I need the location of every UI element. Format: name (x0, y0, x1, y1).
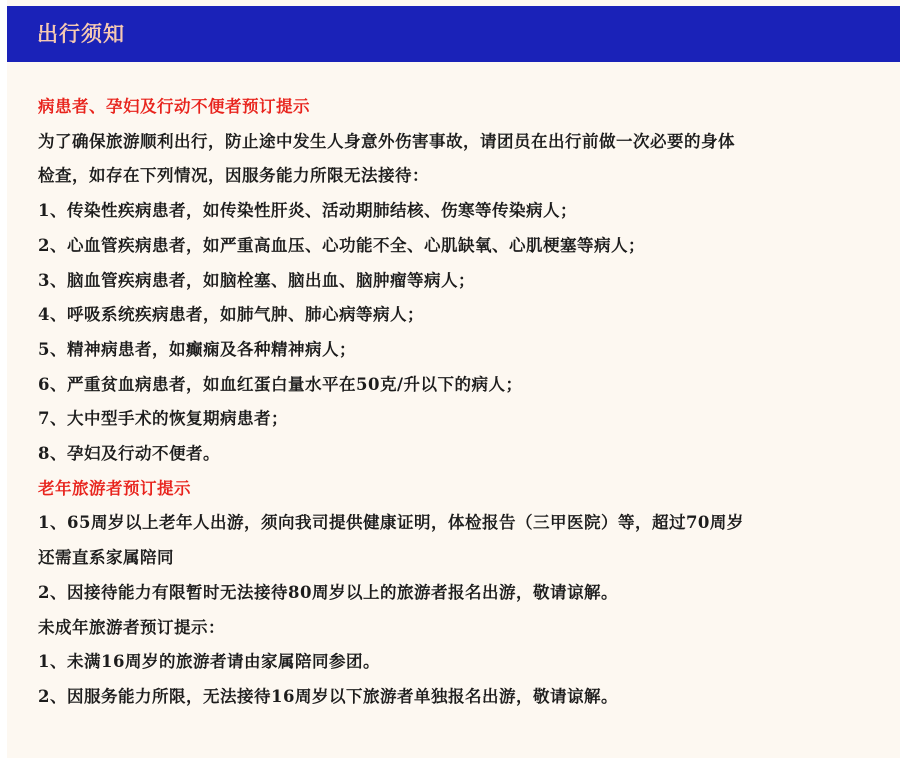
section-heading-minors: 未成年旅游者预订提示： (38, 617, 225, 637)
list-item: 7、大中型手术的恢复期病患者； (38, 409, 288, 429)
notice-header (7, 6, 900, 62)
page-title: 出行须知 (37, 22, 125, 46)
section-heading-patients: 病患者、孕妇及行动不便者预订提示 (38, 97, 310, 116)
list-item: 4、呼吸系统疾病患者，如肺气肿、肺心病等病人； (38, 305, 424, 325)
intro-text-line1: 为了确保旅游顺利出行，防止途中发生人身意外伤害事故，请团员在出行前做一次必要的身体 (38, 131, 735, 151)
list-item: 8、孕妇及行动不便者。 (38, 444, 220, 464)
section-heading-elderly: 老年旅游者预订提示 (38, 478, 191, 498)
list-item: 1、65周岁以上老年人出游，须向我司提供健康证明，体检报告（三甲医院）等，超过70周岁 (38, 513, 744, 533)
list-item: 6、严重贫血病患者，如血红蛋白量水平在50克/升以下的病人； (38, 374, 523, 394)
list-item: 3、脑血管疾病患者，如脑栓塞、脑出血、脑肿瘤等病人； (38, 270, 475, 290)
list-item: 2、心血管疾病患者，如严重高血压、心功能不全、心肌缺氧、心肌梗塞等病人； (38, 235, 645, 255)
list-item: 2、因服务能力所限，无法接待16周岁以下旅游者单独报名出游，敬请谅解。 (38, 686, 618, 706)
list-item: 5、精神病患者，如癫痫及各种精神病人； (38, 339, 356, 359)
list-item: 1、传染性疾病患者，如传染性肝炎、活动期肺结核、伤寒等传染病人； (38, 201, 577, 221)
list-item: 2、因接待能力有限暂时无法接待80周岁以上的旅游者报名出游，敬请谅解。 (38, 582, 618, 602)
list-item-continuation: 还需直系家属陪同 (38, 548, 174, 568)
intro-text-line2: 检查，如存在下列情况，因服务能力所限无法接待： (38, 166, 429, 186)
list-item: 1、未满16周岁的旅游者请由家属陪同参团。 (38, 652, 380, 672)
notice-content (38, 90, 883, 715)
